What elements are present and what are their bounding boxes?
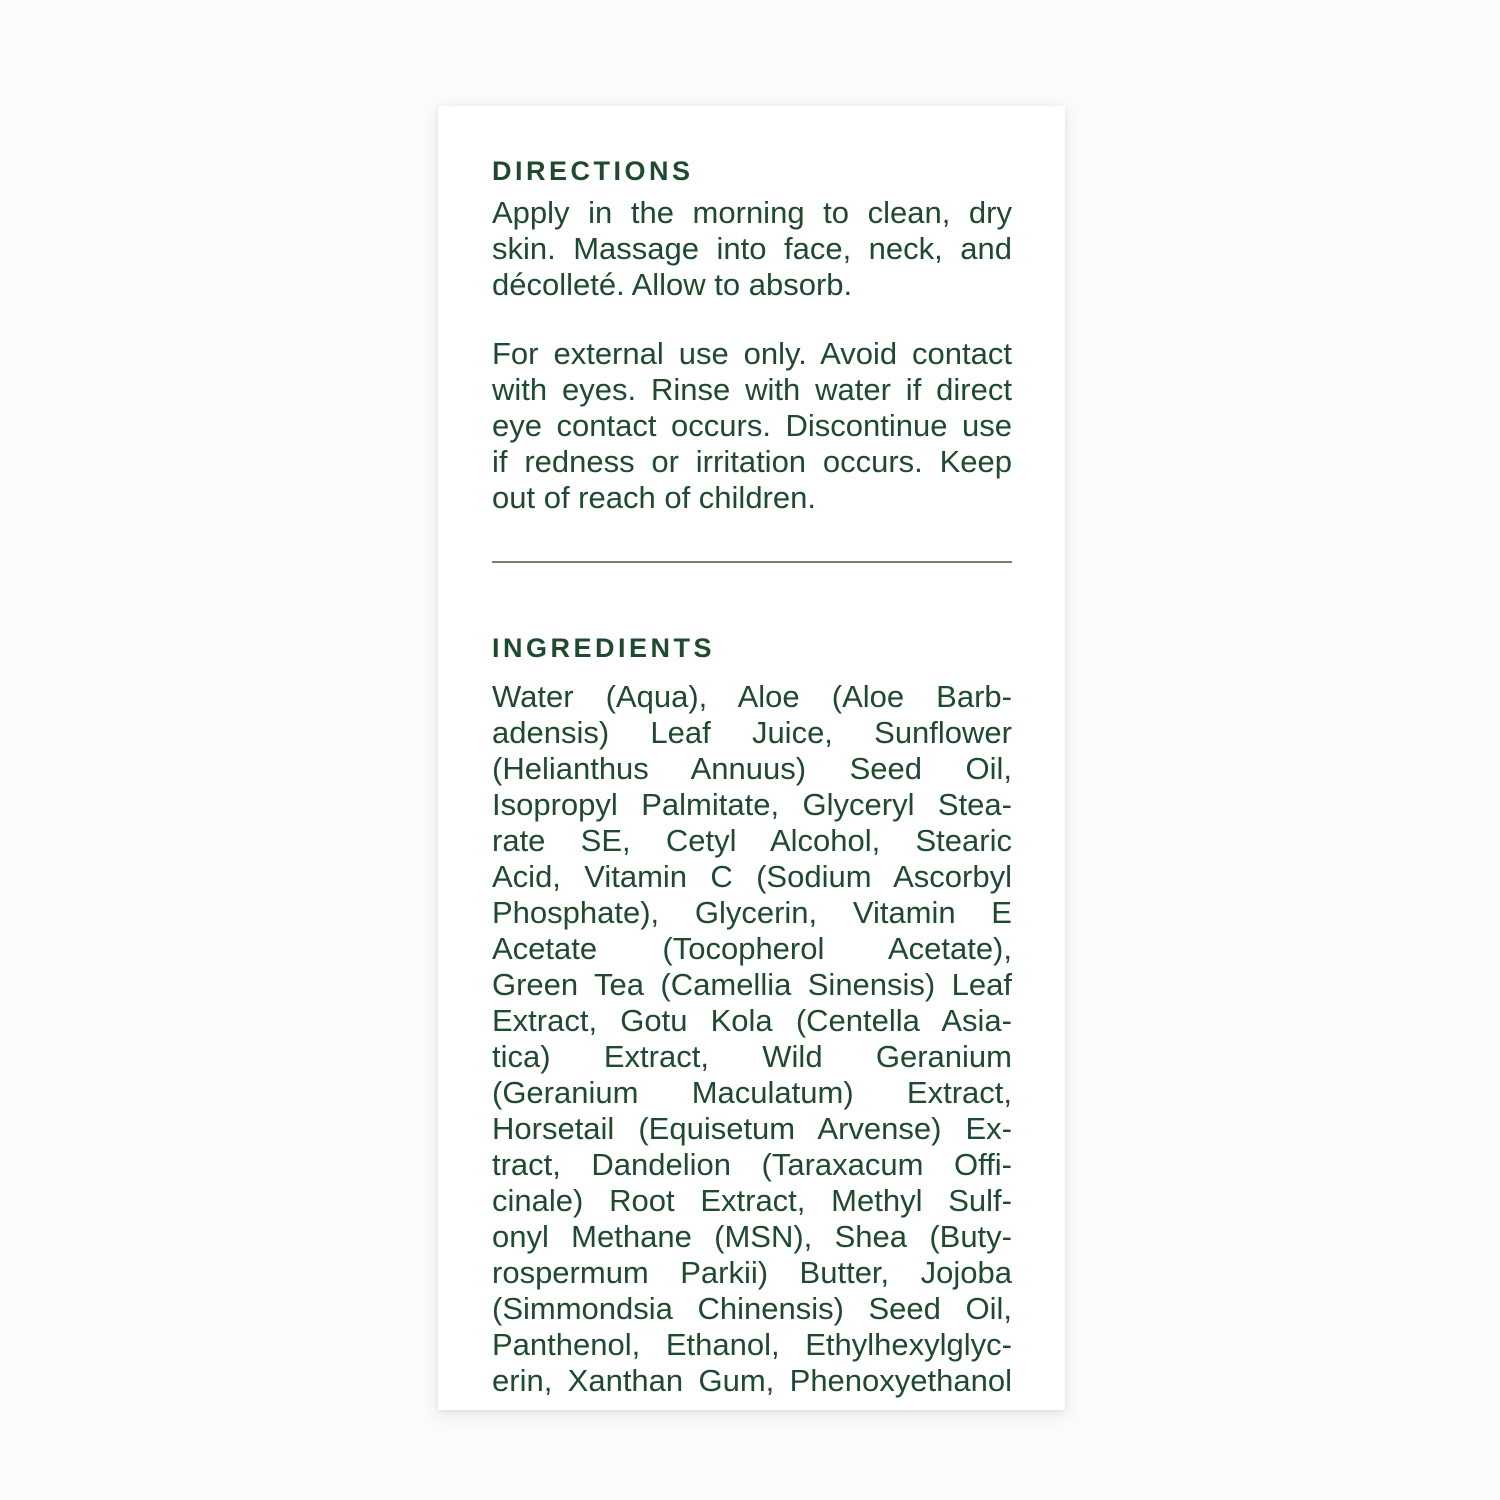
text-line: if redness or irritation occurs. Keep xyxy=(492,444,1012,479)
text-line: rate SE, Cetyl Alcohol, Stearic xyxy=(492,823,1012,858)
text-line: (Simmondsia Chinensis) Seed Oil, xyxy=(492,1291,1012,1326)
text-line: erin, Xanthan Gum, Phenoxyethanol xyxy=(492,1363,1012,1398)
text-line: tract, Dandelion (Taraxacum Offi- xyxy=(492,1147,1012,1182)
text-line: cinale) Root Extract, Methyl Sulf- xyxy=(492,1183,1012,1218)
text-line: rospermum Parkii) Butter, Jojoba xyxy=(492,1255,1012,1290)
text-line: eye contact occurs. Discontinue use xyxy=(492,408,1012,443)
text-line: adensis) Leaf Juice, Sunflower xyxy=(492,715,1012,750)
text-line: onyl Methane (MSN), Shea (Buty- xyxy=(492,1219,1012,1254)
label-content xyxy=(492,106,1012,1399)
label-panel xyxy=(438,106,1065,1410)
text-line: Isopropyl Palmitate, Glyceryl Stea- xyxy=(492,787,1012,822)
text-line: skin. Massage into face, neck, and xyxy=(492,231,1012,266)
text-line: Extract, Gotu Kola (Centella Asia- xyxy=(492,1003,1012,1038)
text-line: tica) Extract, Wild Geranium xyxy=(492,1039,1012,1074)
text-line: out of reach of children. xyxy=(492,480,816,515)
text-line: For external use only. Avoid contact xyxy=(492,336,1012,371)
directions-heading: DIRECTIONS xyxy=(492,156,694,186)
text-line: (Geranium Maculatum) Extract, xyxy=(492,1075,1012,1110)
text-line: Green Tea (Camellia Sinensis) Leaf xyxy=(492,967,1012,1002)
text-line: Panthenol, Ethanol, Ethylhexylglyc- xyxy=(492,1327,1012,1362)
text-line: Acetate (Tocopherol Acetate), xyxy=(492,931,1012,966)
text-line: Water (Aqua), Aloe (Aloe Barb- xyxy=(492,679,1012,714)
ingredients-paragraph xyxy=(492,679,1012,1399)
directions-paragraph-2 xyxy=(492,336,1012,516)
text-line: (Helianthus Annuus) Seed Oil, xyxy=(492,751,1012,786)
directions-paragraph-1 xyxy=(492,195,1012,303)
ingredients-heading: INGREDIENTS xyxy=(492,633,716,663)
text-line: décolleté. Allow to absorb. xyxy=(492,267,853,302)
section-divider xyxy=(492,561,1012,563)
text-line: with eyes. Rinse with water if direct xyxy=(492,372,1012,407)
text-line: Acid, Vitamin C (Sodium Ascorbyl xyxy=(492,859,1012,894)
text-line: Phosphate), Glycerin, Vitamin E xyxy=(492,895,1012,930)
text-line: Horsetail (Equisetum Arvense) Ex- xyxy=(492,1111,1012,1146)
text-line: Apply in the morning to clean, dry xyxy=(492,195,1012,230)
